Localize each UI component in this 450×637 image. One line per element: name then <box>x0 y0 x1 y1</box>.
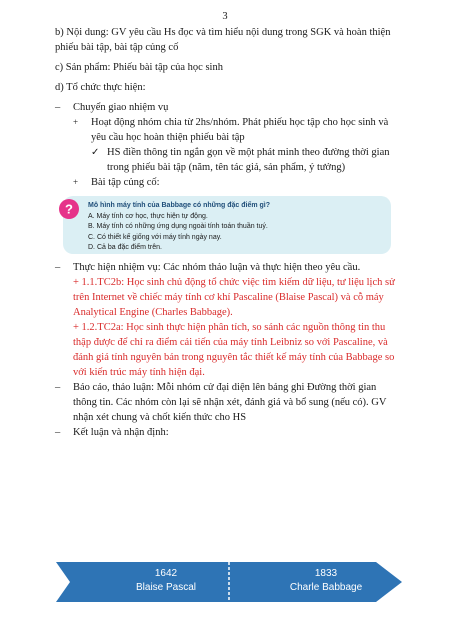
timeline-name: Blaise Pascal <box>135 582 197 593</box>
chuyen-giao-title: Chuyển giao nhiệm vụ <box>73 102 169 113</box>
timeline-name: Charle Babbage <box>289 582 363 593</box>
quiz-option-d: D. Cả ba đặc điểm trên. <box>88 244 162 251</box>
ket-luan-text: Kết luận và nhận định: <box>73 427 169 438</box>
hoat-dong-text: Hoạt động nhóm chia từ 2hs/nhóm. Phát phiếu học tập cho học sinh và yêu cầu học hoàn thiện phiếu bài tập <box>91 117 389 143</box>
quiz-option-c: C. Có thiết kế giống với máy tính ngày nay. <box>88 233 222 241</box>
timeline-item <box>116 567 216 595</box>
tc2b-text: + 1.1.TC2b: Học sinh chủ động tổ chức việc tìm kiếm dữ liệu, tư liệu lịch sử trên Internet về chiếc máy tính cơ khí Pascaline (Blaise Pascal) và cỗ máy Analytical Engine (Charles Babbage). <box>73 277 395 318</box>
item-chuyen-giao <box>55 100 400 115</box>
item-bai-tap <box>55 175 400 190</box>
timeline-item <box>276 567 376 595</box>
svg-text:?: ? <box>65 201 73 217</box>
item-hoat-dong <box>55 115 400 145</box>
page-number: 3 <box>222 11 228 22</box>
paragraph-noi-dung: b) Nội dung: GV yêu cầu Hs đọc và tìm hiểu nội dung trong SGK và hoàn thiện phiếu bài tập, bài tập củng cố <box>55 27 391 53</box>
dash-bullet-icon: – <box>55 262 61 273</box>
quiz-question: Mô hình máy tính của Babbage có những đặc điểm gì? <box>88 202 271 209</box>
item-check <box>55 145 400 175</box>
dash-bullet-icon: – <box>55 427 61 438</box>
paragraph-to-chuc: d) Tổ chức thực hiện: <box>55 82 146 93</box>
quiz-option-b: B. Máy tính có những ứng dụng ngoài tính toán thuần tuý. <box>88 223 268 230</box>
checkmark-icon: ✓ <box>91 147 100 158</box>
quiz-box <box>63 196 391 254</box>
timeline-diagram <box>56 562 402 602</box>
bao-cao-text: Báo cáo, thảo luận: Mỗi nhóm cử đại diện lên bảng ghi Đường thời gian thông tin. Các nhóm còn lại sẽ nhận xét, đánh giá và bổ sung (nếu có). GV nhận xét chung và chốt kiến thức cho HS <box>73 382 387 423</box>
document-body <box>55 25 400 440</box>
tc2a-text: + 1.2.TC2a: Học sinh thực hiện phân tích, so sánh các nguồn thông tin thu thập được để chỉ ra điểm cải tiến của máy tính Leibniz so với Pascaline, và đánh giá tính nguyên bản trong nguyên tắc thiết kế máy tính của Babbage so với kiến trúc máy tính hiện đại. <box>73 322 395 378</box>
item-ket-luan <box>55 425 400 440</box>
timeline-year: 1642 <box>154 568 178 579</box>
bai-tap-text: Bài tập củng cố: <box>91 177 160 188</box>
check-text: HS điền thông tin ngắn gọn về một phát minh theo đường thời gian trong phiếu bài tập (năm, tên tác giả, sản phẩm, ý tưởng) <box>107 147 390 173</box>
quiz-option-a: A. Máy tính cơ học, thực hiện tự động. <box>88 212 208 220</box>
dash-bullet-icon: – <box>55 102 61 113</box>
item-bao-cao <box>55 380 400 425</box>
dash-bullet-icon: – <box>55 382 61 393</box>
question-mark-icon <box>58 198 80 220</box>
plus-bullet-icon: + <box>73 177 79 187</box>
plus-bullet-icon: + <box>73 117 79 127</box>
timeline-year: 1833 <box>314 568 338 579</box>
item-thuc-hien <box>55 260 400 380</box>
paragraph-san-pham: c) Sản phẩm: Phiếu bài tập của học sinh <box>55 62 223 73</box>
thuc-hien-title: Thực hiện nhiệm vụ: Các nhóm thảo luận và thực hiện theo yêu cầu. <box>73 262 361 273</box>
